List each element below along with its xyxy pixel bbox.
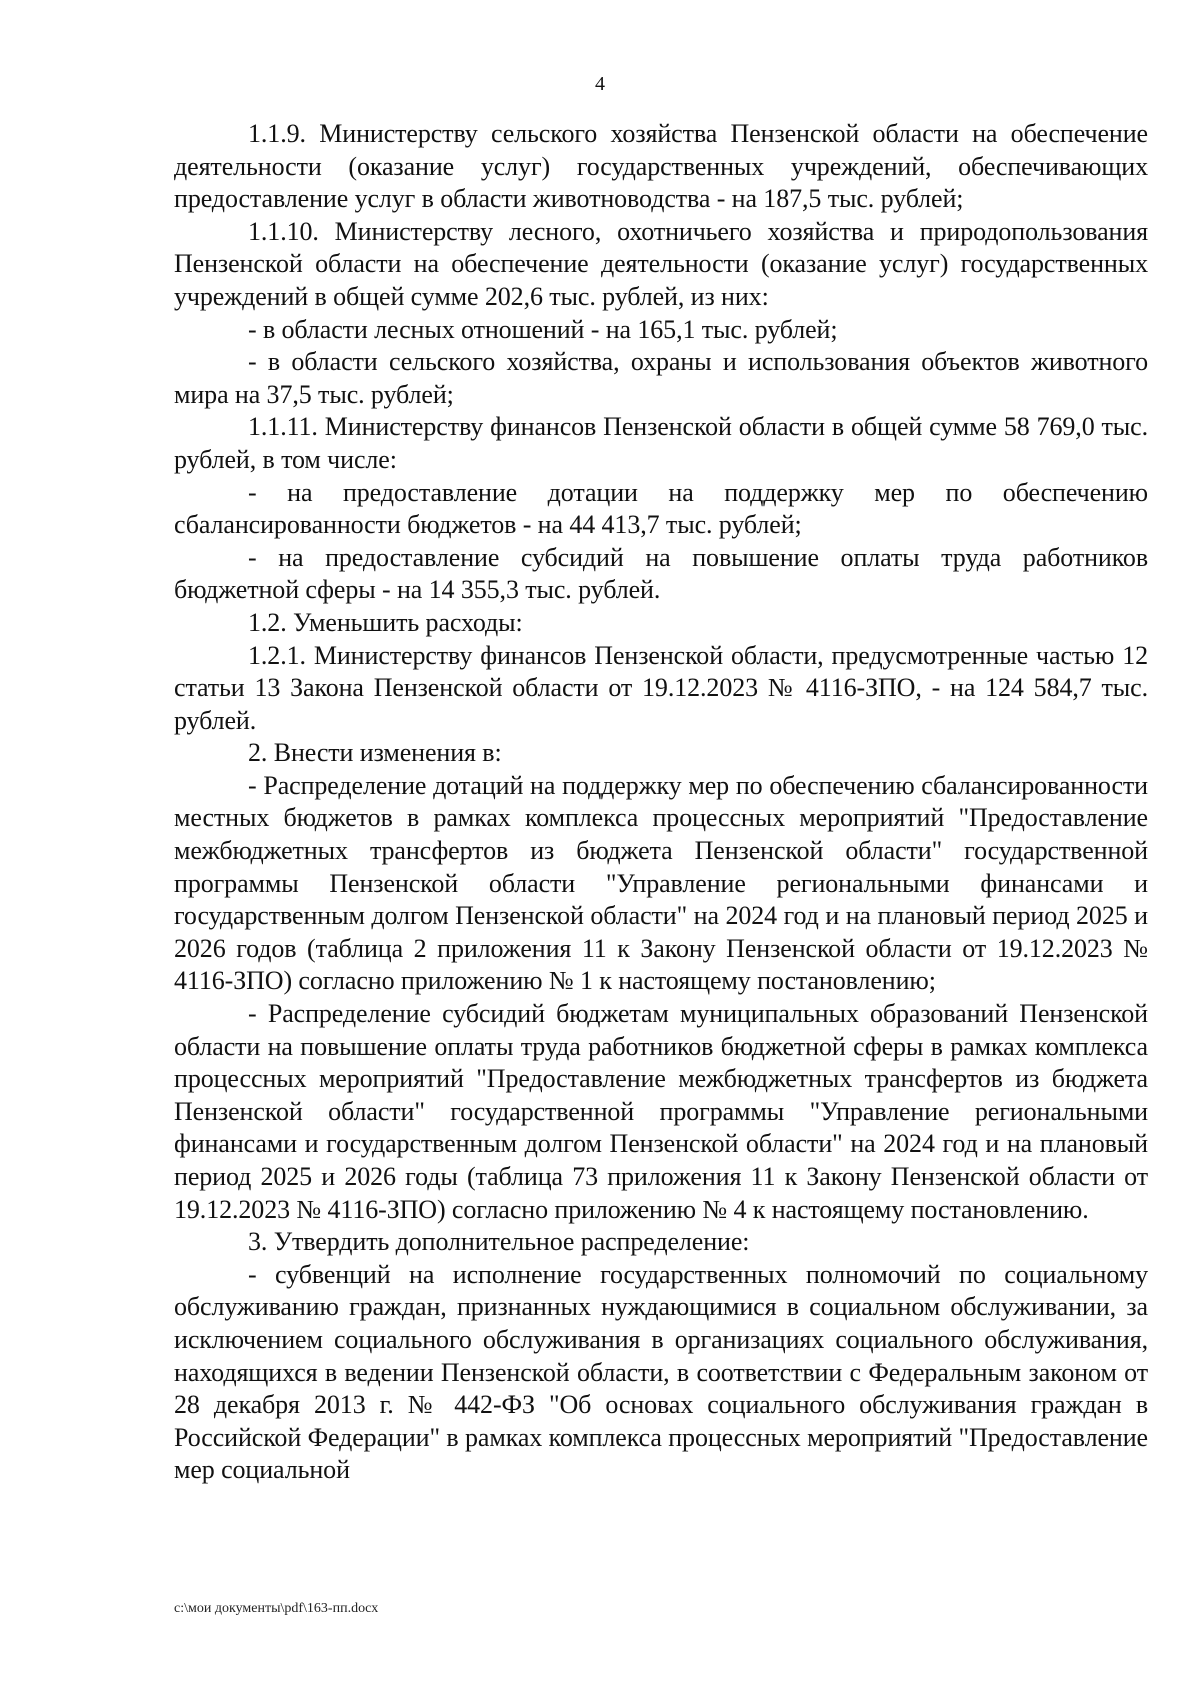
list-item-subsidy-balance: - на предоставление дотации на поддержку мер по обеспечению сбалансированности бюджетов - на 44 413,7 тыс. рублей;: [174, 477, 1148, 540]
list-item-distribution-dotations: - Распределение дотаций на поддержку мер по обеспечению сбалансированности местных бюджетов в рамках комплекса процессных мероприятий "Предоставление межбюджетных трансфертов из бюджета Пензенской области" государственной программы Пензенской области "Управление региональными финансами и государственным долгом Пензенской области" на 2024 год и на плановый период 2025 и 2026 годов (таблица 2 приложения 11 к Закону Пензенской области от 19.12.2023 № 4116-ЗПО) согласно приложению № 1 к настоящему постановлению;: [174, 770, 1148, 996]
list-item-distribution-subsidies: - Распределение субсидий бюджетам муниципальных образований Пензенской области на повышение оплаты труда работников бюджетной сферы в рамках комплекса процессных мероприятий "Предоставление межбюджетных трансфертов из бюджета Пензенской области" государственной программы "Управление региональными финансами и государственным долгом Пензенской области" на 2024 год и на плановый период 2025 и 2026 годы (таблица 73 приложения 11 к Закону Пензенской области от 19.12.2023 № 4116-ЗПО) согласно приложению № 4 к настоящему постановлению.: [174, 999, 1148, 1224]
list-item-subsidy-wages: - на предоставление субсидий на повышение оплаты труда работников бюджетной сферы - на 14 355,3 тыс. рублей.: [174, 542, 1148, 605]
paragraph-1-1-9: 1.1.9. Министерству сельского хозяйства Пензенской области на обеспечение деятельности (оказание услуг) государственных учреждений, обеспечивающих предоставление услуг в области животноводства - на 187,5 тыс. рублей;: [174, 119, 1148, 214]
list-item-forest-relations: - в области лесных отношений - на 165,1 тыс. рублей;: [248, 314, 838, 344]
page-number: 4: [595, 73, 605, 95]
list-item-agriculture-wildlife: - в области сельского хозяйства, охраны и использования объектов животного мира на 37,5 тыс. рублей;: [174, 347, 1148, 409]
paragraph-1-1-11: 1.1.11. Министерству финансов Пензенской области в общей сумме 58 769,0 тыс. рублей, в том числе:: [174, 412, 1148, 474]
paragraph-3: 3. Утвердить дополнительное распределение:: [248, 1227, 750, 1257]
paragraph-1-2-1: 1.2.1. Министерству финансов Пензенской области, предусмотренные частью 12 статьи 13 Закона Пензенской области от 19.12.2023 № 4116-ЗПО, - на 124 584,7 тыс. рублей.: [174, 640, 1148, 735]
footer-file-path: c:\мои документы\pdf\163-пп.docx: [174, 1601, 379, 1616]
paragraph-1-1-10: 1.1.10. Министерству лесного, охотничьего хозяйства и природопользования Пензенской области на обеспечение деятельности (оказание услуг) государственных учреждений в общей сумме 202,6 тыс. рублей, из них:: [174, 216, 1148, 311]
document-body: [174, 118, 1148, 1487]
list-item-subventions: - субвенций на исполнение государственных полномочий по социальному обслуживанию граждан, признанных нуждающимися в социальном обслуживании, за исключением социального обслуживания в организациях социального обслуживания, находящихся в ведении Пензенской области, в соответствии с Федеральным законом от 28 декабря 2013 г. № 442-ФЗ "Об основах социального обслуживания граждан в Российской Федерации" в рамках комплекса процессных мероприятий "Предоставление мер социальной: [174, 1259, 1148, 1485]
paragraph-1-2: 1.2. Уменьшить расходы:: [248, 607, 523, 637]
paragraph-2: 2. Внести изменения в:: [248, 738, 502, 768]
